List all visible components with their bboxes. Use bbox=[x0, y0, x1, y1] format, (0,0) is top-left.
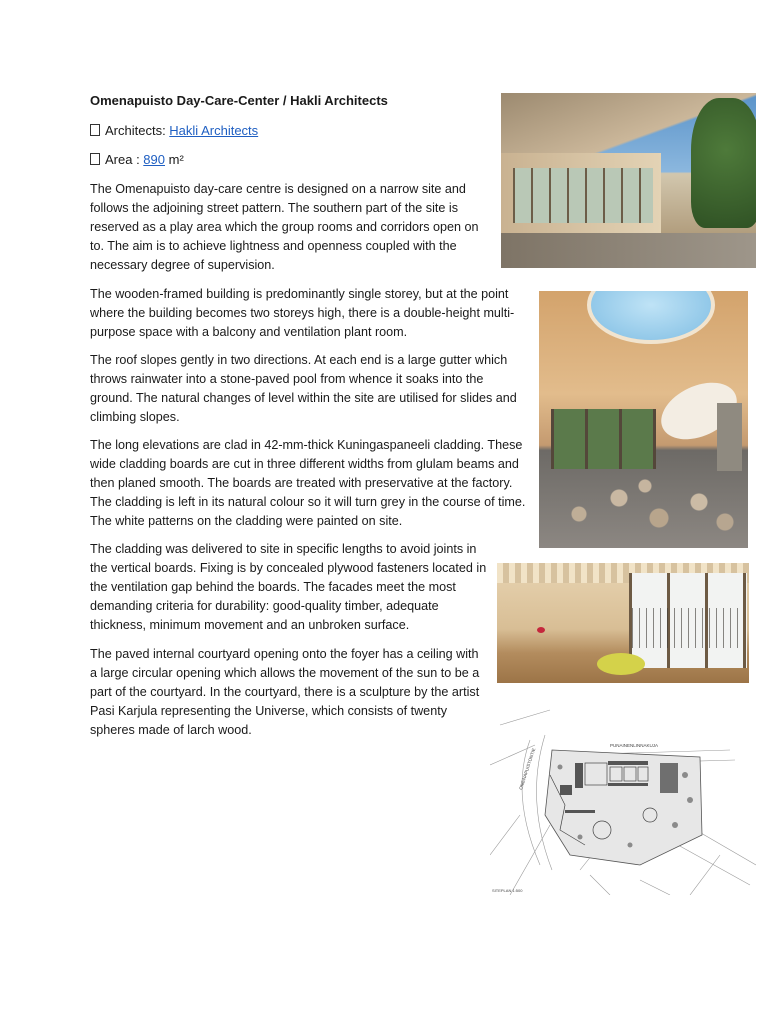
paragraph-cladding: The long elevations are clad in 42-mm-thick Kuningaspaneeli cladding. These wide cladding boards are cut in three different widths from glulam beams and then planed smooth. The boards are treated with preservative at the factory. The cladding is left in its natural colour so it will turn grey in the course of time. The white patterns on the cladding were painted on site. bbox=[90, 438, 526, 528]
street-label: PUNAINENLINNAKUJA bbox=[610, 743, 659, 748]
site-plan-caption: SITEPLAN 1:500 bbox=[492, 888, 523, 893]
site-plan-drawing bbox=[490, 705, 756, 895]
page-title: Omenapuisto Day-Care-Center / Hakli Architects bbox=[90, 93, 388, 108]
paragraph-site: The Omenapuisto day-care centre is designed on a narrow site and follows the adjoining street pattern. The southern part of the site is reserved as a play area which the group rooms and corridors open on to. The aim is to achieve lightness and openness coupled with the necessary degree of supervision. bbox=[90, 182, 479, 272]
area-value-link[interactable]: 890 bbox=[143, 152, 165, 167]
exterior-photo bbox=[501, 93, 756, 268]
bullet-icon bbox=[90, 124, 100, 136]
courtyard-photo bbox=[539, 291, 748, 548]
paragraph-fixing: The cladding was delivered to site in specific lengths to avoid joints in the vertical boards. Fixing is by concealed plywood fasteners located in the ventilation gap behind the boards. The facades meet the most demanding criteria for durability: good-quality timber, adequate thickness, minimum movement and an unbroken surface. bbox=[90, 542, 487, 632]
area-line bbox=[90, 152, 184, 167]
area-unit: m² bbox=[168, 152, 184, 167]
corridor-photo bbox=[497, 563, 749, 683]
paragraph-courtyard: The paved internal courtyard opening onto the foyer has a ceiling with a large circular opening which allows the movement of the sun to be a part of the courtyard. In the courtyard, there is a sculpture by the artist Pasi Karjula representing the Universe, which consists of twenty spheres made of larch wood. bbox=[90, 647, 480, 737]
architects-link[interactable]: Hakli Architects bbox=[169, 123, 259, 138]
bullet-icon bbox=[90, 153, 100, 165]
architects-line bbox=[90, 123, 258, 138]
area-label: Area : bbox=[105, 152, 144, 167]
architects-label: Architects: bbox=[105, 123, 170, 138]
paragraph-structure: The wooden-framed building is predominantly single storey, but at the point where the building becomes two storeys high, there is a double-height multi-purpose space with a balcony and ventilation plant room. bbox=[90, 287, 515, 339]
side-street-label: OMENAPUISTONTIE bbox=[518, 747, 537, 791]
paragraph-roof: The roof slopes gently in two directions. At each end is a large gutter which throws rainwater into a stone-paved pool from whence it soaks into the ground. The natural changes of level within the site are utilised for slides and climbing slopes. bbox=[90, 353, 517, 424]
site-plan-svg bbox=[490, 705, 756, 895]
